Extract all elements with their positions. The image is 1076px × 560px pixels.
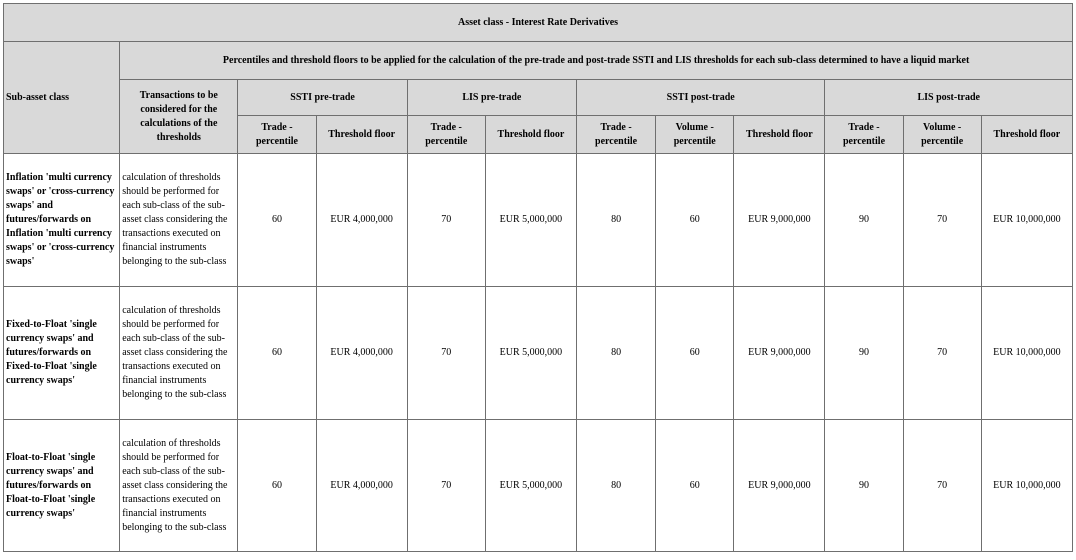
lis-post-trade-percentile-cell: 90 — [825, 420, 903, 552]
percentiles-header: Percentiles and threshold floors to be applied for the calculation of the pre-trade and post-trade SSTI and LIS thresholds for each sub-class determined to have a liquid market — [120, 42, 1073, 80]
lis-post-trade-percentile-header: Trade - percentile — [825, 116, 903, 154]
sub-asset-class-cell: Fixed-to-Float 'single currency swaps' and futures/forwards on Fixed-to-Float 'single currency swaps' — [4, 287, 120, 420]
lis-post-trade-header: LIS post-trade — [825, 80, 1073, 116]
lis-post-volume-percentile-cell: 70 — [903, 287, 981, 420]
lis-post-volume-percentile-cell: 70 — [903, 154, 981, 287]
thresholds-table — [3, 3, 1073, 552]
ssti-pre-threshold-floor-header: Threshold floor — [316, 116, 407, 154]
ssti-pre-trade-percentile-cell: 60 — [238, 420, 316, 552]
ssti-post-volume-percentile-cell: 60 — [656, 420, 734, 552]
ssti-post-volume-percentile-cell: 60 — [656, 287, 734, 420]
ssti-pre-trade-percentile-cell: 60 — [238, 154, 316, 287]
lis-post-threshold-floor-cell: EUR 10,000,000 — [981, 420, 1072, 552]
ssti-post-threshold-floor-cell: EUR 9,000,000 — [734, 420, 825, 552]
lis-post-trade-percentile-cell: 90 — [825, 154, 903, 287]
lis-pre-threshold-floor-cell: EUR 5,000,000 — [485, 287, 576, 420]
lis-post-threshold-floor-cell: EUR 10,000,000 — [981, 287, 1072, 420]
ssti-post-volume-percentile-cell: 60 — [656, 154, 734, 287]
ssti-post-trade-percentile-cell: 80 — [577, 420, 656, 552]
table-row — [4, 154, 1073, 287]
lis-pre-trade-percentile-header: Trade - percentile — [407, 116, 485, 154]
ssti-pre-trade-percentile-header: Trade - percentile — [238, 116, 316, 154]
ssti-post-trade-percentile-cell: 80 — [577, 287, 656, 420]
asset-class-title: Asset class - Interest Rate Derivatives — [4, 4, 1073, 42]
transactions-cell: calculation of thresholds should be performed for each sub-class of the sub-asset class considering the transactions executed on financial instruments belonging to the sub-class — [120, 154, 238, 287]
transactions-header: Transactions to be considered for the calculations of the thresholds — [120, 80, 238, 154]
lis-pre-threshold-floor-cell: EUR 5,000,000 — [485, 420, 576, 552]
ssti-pre-threshold-floor-cell: EUR 4,000,000 — [316, 420, 407, 552]
ssti-pre-trade-percentile-cell: 60 — [238, 287, 316, 420]
ssti-pre-trade-header: SSTI pre-trade — [238, 80, 407, 116]
lis-pre-trade-percentile-cell: 70 — [407, 420, 485, 552]
lis-post-volume-percentile-header: Volume - percentile — [903, 116, 981, 154]
ssti-post-threshold-floor-cell: EUR 9,000,000 — [734, 287, 825, 420]
lis-post-threshold-floor-cell: EUR 10,000,000 — [981, 154, 1072, 287]
sub-asset-class-cell: Float-to-Float 'single currency swaps' and futures/forwards on Float-to-Float 'single currency swaps' — [4, 420, 120, 552]
transactions-cell: calculation of thresholds should be performed for each sub-class of the sub-asset class considering the transactions executed on financial instruments belonging to the sub-class — [120, 420, 238, 552]
lis-pre-trade-percentile-cell: 70 — [407, 287, 485, 420]
sub-asset-class-header: Sub-asset class — [4, 42, 120, 154]
ssti-pre-threshold-floor-cell: EUR 4,000,000 — [316, 287, 407, 420]
transactions-cell: calculation of thresholds should be performed for each sub-class of the sub-asset class considering the transactions executed on financial instruments belonging to the sub-class — [120, 287, 238, 420]
lis-pre-threshold-floor-cell: EUR 5,000,000 — [485, 154, 576, 287]
lis-post-volume-percentile-cell: 70 — [903, 420, 981, 552]
ssti-post-threshold-floor-header: Threshold floor — [734, 116, 825, 154]
sub-asset-class-cell: Inflation 'multi currency swaps' or 'cross-currency swaps' and futures/forwards on Inflation 'multi currency swaps' or 'cross-currency swaps' — [4, 154, 120, 287]
ssti-post-threshold-floor-cell: EUR 9,000,000 — [734, 154, 825, 287]
ssti-pre-threshold-floor-cell: EUR 4,000,000 — [316, 154, 407, 287]
ssti-post-trade-header: SSTI post-trade — [577, 80, 825, 116]
table-row — [4, 420, 1073, 552]
ssti-post-volume-percentile-header: Volume - percentile — [656, 116, 734, 154]
lis-pre-trade-header: LIS pre-trade — [407, 80, 576, 116]
lis-post-trade-percentile-cell: 90 — [825, 287, 903, 420]
ssti-post-trade-percentile-cell: 80 — [577, 154, 656, 287]
lis-post-threshold-floor-header: Threshold floor — [981, 116, 1072, 154]
table-row — [4, 287, 1073, 420]
lis-pre-trade-percentile-cell: 70 — [407, 154, 485, 287]
lis-pre-threshold-floor-header: Threshold floor — [485, 116, 576, 154]
ssti-post-trade-percentile-header: Trade - percentile — [577, 116, 656, 154]
